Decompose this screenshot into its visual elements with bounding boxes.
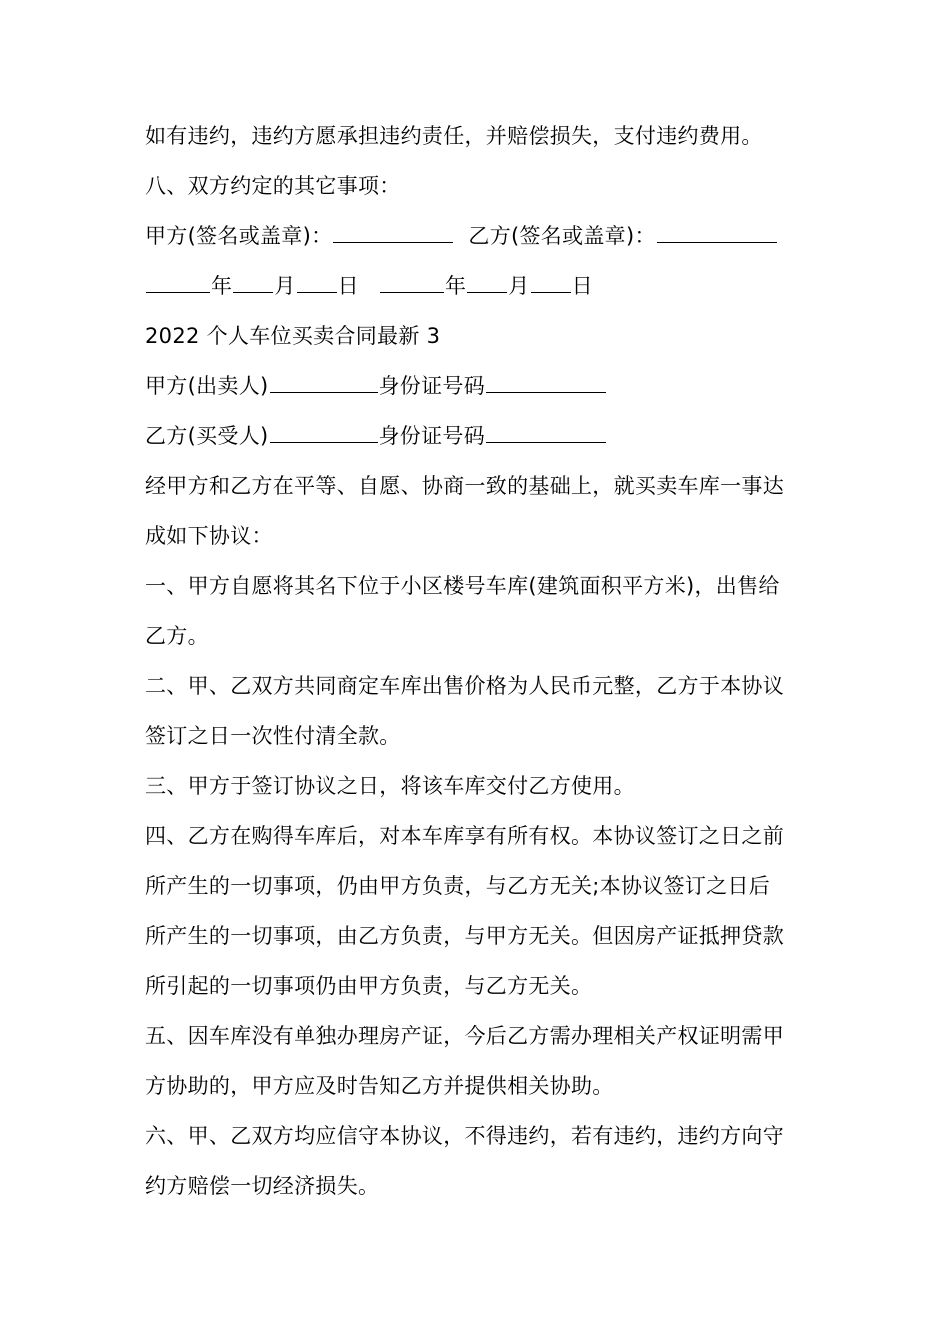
month-label: 月 (274, 274, 296, 298)
clause-6: 六、甲、乙双方均应信守本协议，不得违约，若有违约，违约方向守 (145, 1124, 784, 1148)
party-a-signature-label: 甲方(签名或盖章)： (145, 224, 333, 248)
month-label: 月 (508, 274, 530, 298)
day-blank (297, 272, 337, 293)
text-line: 经甲方和乙方在平等、自愿、协商一致的基础上，就买卖车库一事达 (145, 474, 784, 498)
buyer-line (145, 422, 607, 450)
text-line: 所产生的一切事项，由乙方负责，与甲方无关。但因房产证抵押贷款 (145, 924, 784, 948)
seller-line (145, 372, 607, 400)
year-blank (146, 272, 210, 293)
signature-line (145, 222, 778, 250)
text-line: 所产生的一切事项，仍由甲方负责，与乙方无关;本协议签订之日后 (145, 874, 771, 898)
seller-name-blank (270, 372, 378, 393)
day-label: 日 (571, 274, 593, 298)
contract-title: 2022 个人车位买卖合同最新 3 (145, 324, 441, 348)
buyer-name-blank (270, 422, 378, 443)
id-number-label: 身份证号码 (378, 374, 485, 398)
seller-label: 甲方(出卖人) (145, 374, 269, 398)
party-b-signature-blank (657, 222, 777, 243)
clause-3: 三、甲方于签订协议之日，将该车库交付乙方使用。 (145, 774, 635, 798)
year-blank (380, 272, 444, 293)
text-line: 签订之日一次性付清全款。 (145, 724, 401, 748)
text-line: 约方赔偿一切经济损失。 (145, 1174, 380, 1198)
month-blank (233, 272, 273, 293)
text-line: 乙方。 (145, 624, 209, 648)
year-label: 年 (444, 274, 467, 298)
text-line: 所引起的一切事项仍由甲方负责，与乙方无关。 (145, 974, 593, 998)
buyer-id-blank (486, 422, 606, 443)
clause-2: 二、甲、乙双方共同商定车库出售价格为人民币元整，乙方于本协议 (145, 674, 784, 698)
id-number-label: 身份证号码 (378, 424, 485, 448)
year-label: 年 (211, 274, 233, 298)
party-b-signature-label: 乙方(签名或盖章)： (468, 224, 656, 248)
buyer-label: 乙方(买受人) (145, 424, 269, 448)
text-line: 如有违约，违约方愿承担违约责任，并赔偿损失，支付违约费用。 (145, 124, 763, 148)
date-line (145, 272, 593, 300)
text-line: 成如下协议： (145, 524, 273, 548)
clause-4: 四、乙方在购得车库后，对本车库享有所有权。本协议签订之日之前 (145, 824, 784, 848)
clause-1: 一、甲方自愿将其名下位于小区楼号车库(建筑面积平方米)，出售给 (145, 574, 780, 598)
day-label: 日 (337, 274, 359, 298)
day-blank (531, 272, 571, 293)
section-heading: 八、双方约定的其它事项： (145, 174, 401, 198)
party-a-signature-blank (333, 222, 453, 243)
month-blank (467, 272, 507, 293)
seller-id-blank (486, 372, 606, 393)
text-line: 方协助的，甲方应及时告知乙方并提供相关协助。 (145, 1074, 614, 1098)
clause-5: 五、因车库没有单独办理房产证，今后乙方需办理相关产权证明需甲 (145, 1024, 784, 1048)
